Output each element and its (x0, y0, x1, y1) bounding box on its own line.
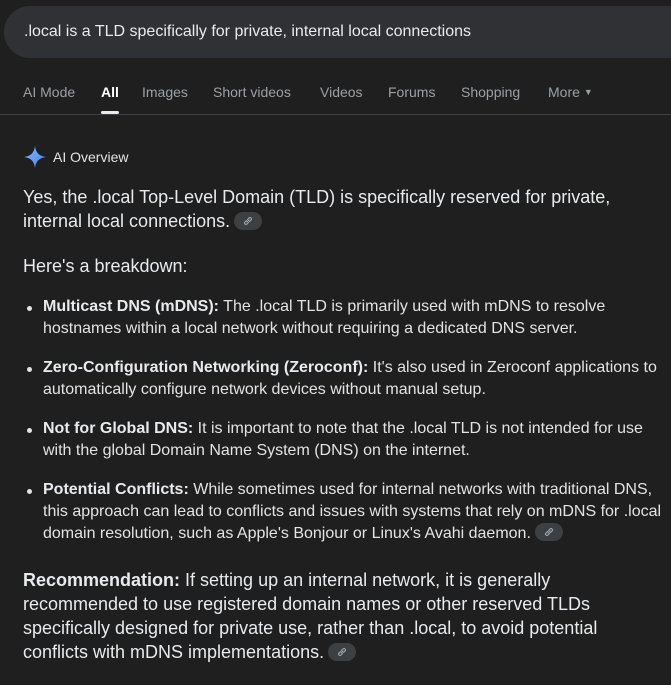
tab-short-videos[interactable]: Short videos (213, 84, 291, 100)
list-item (23, 418, 663, 462)
point-term: Multicast DNS (mDNS): (43, 298, 220, 315)
tab-more[interactable] (548, 84, 593, 100)
tab-shopping[interactable]: Shopping (461, 84, 521, 100)
link-icon (336, 646, 348, 658)
overview-intro (23, 185, 643, 233)
recommendation-term: Recommendation: (23, 570, 181, 590)
point-text: It is important to note that the .local TLD is not intended for use with the global Domain Name System (DNS) on the internet. (43, 420, 643, 459)
search-input[interactable] (4, 6, 671, 58)
tab-all[interactable]: All (101, 84, 119, 100)
source-link-chip[interactable] (328, 643, 356, 661)
sparkle-icon (23, 145, 47, 169)
breakdown-heading: Here's a breakdown: (23, 256, 188, 276)
tab-videos[interactable]: Videos (320, 84, 363, 100)
ai-overview-header (23, 145, 128, 169)
list-item (23, 357, 663, 401)
tab-forums[interactable]: Forums (388, 84, 436, 100)
list-item (23, 296, 663, 340)
point-term: Not for Global DNS: (43, 420, 194, 437)
point-text: The .local TLD is primarily used with mDNS to resolve hostnames within a local network without requiring a dedicated DNS server. (43, 298, 606, 337)
point-text: While sometimes used for internal networks with traditional DNS, this approach can lead to conflicts and issues with systems that rely on mDNS for .local domain resolution, such as Apple's Bonjour or Linux's Avahi daemon. (43, 481, 662, 542)
link-icon (242, 215, 254, 227)
link-icon (543, 526, 555, 538)
recommendation-text: If setting up an internal network, it is generally recommended to use registered domain names or other reserved TLDs specifically designed for private use, rather than .local, to avoid potential conflicts with mDNS implementations. (23, 570, 598, 662)
tab-ai-mode[interactable]: AI Mode (23, 84, 76, 100)
caret-down-icon: ▼ (583, 87, 593, 97)
intro-text: Yes, the .local Top-Level Domain (TLD) is specifically reserved for private, internal local connections. (23, 187, 611, 231)
ai-overview-title: AI Overview (53, 149, 129, 165)
recommendation (23, 568, 643, 664)
point-term: Potential Conflicts: (43, 481, 189, 498)
point-text: It's also used in Zeroconf applications to automatically configure network devices without manual setup. (43, 359, 657, 398)
tab-images[interactable]: Images (142, 84, 188, 100)
list-item (23, 479, 663, 545)
source-link-chip[interactable] (535, 523, 563, 541)
source-link-chip[interactable] (234, 212, 262, 230)
point-term: Zero-Configuration Networking (Zeroconf): (43, 359, 369, 376)
tab-more-label: More (548, 84, 580, 100)
search-query: .local is a TLD specifically for private, internal local connections (24, 23, 472, 40)
search-tabs (0, 70, 671, 115)
overview-points (23, 296, 663, 562)
